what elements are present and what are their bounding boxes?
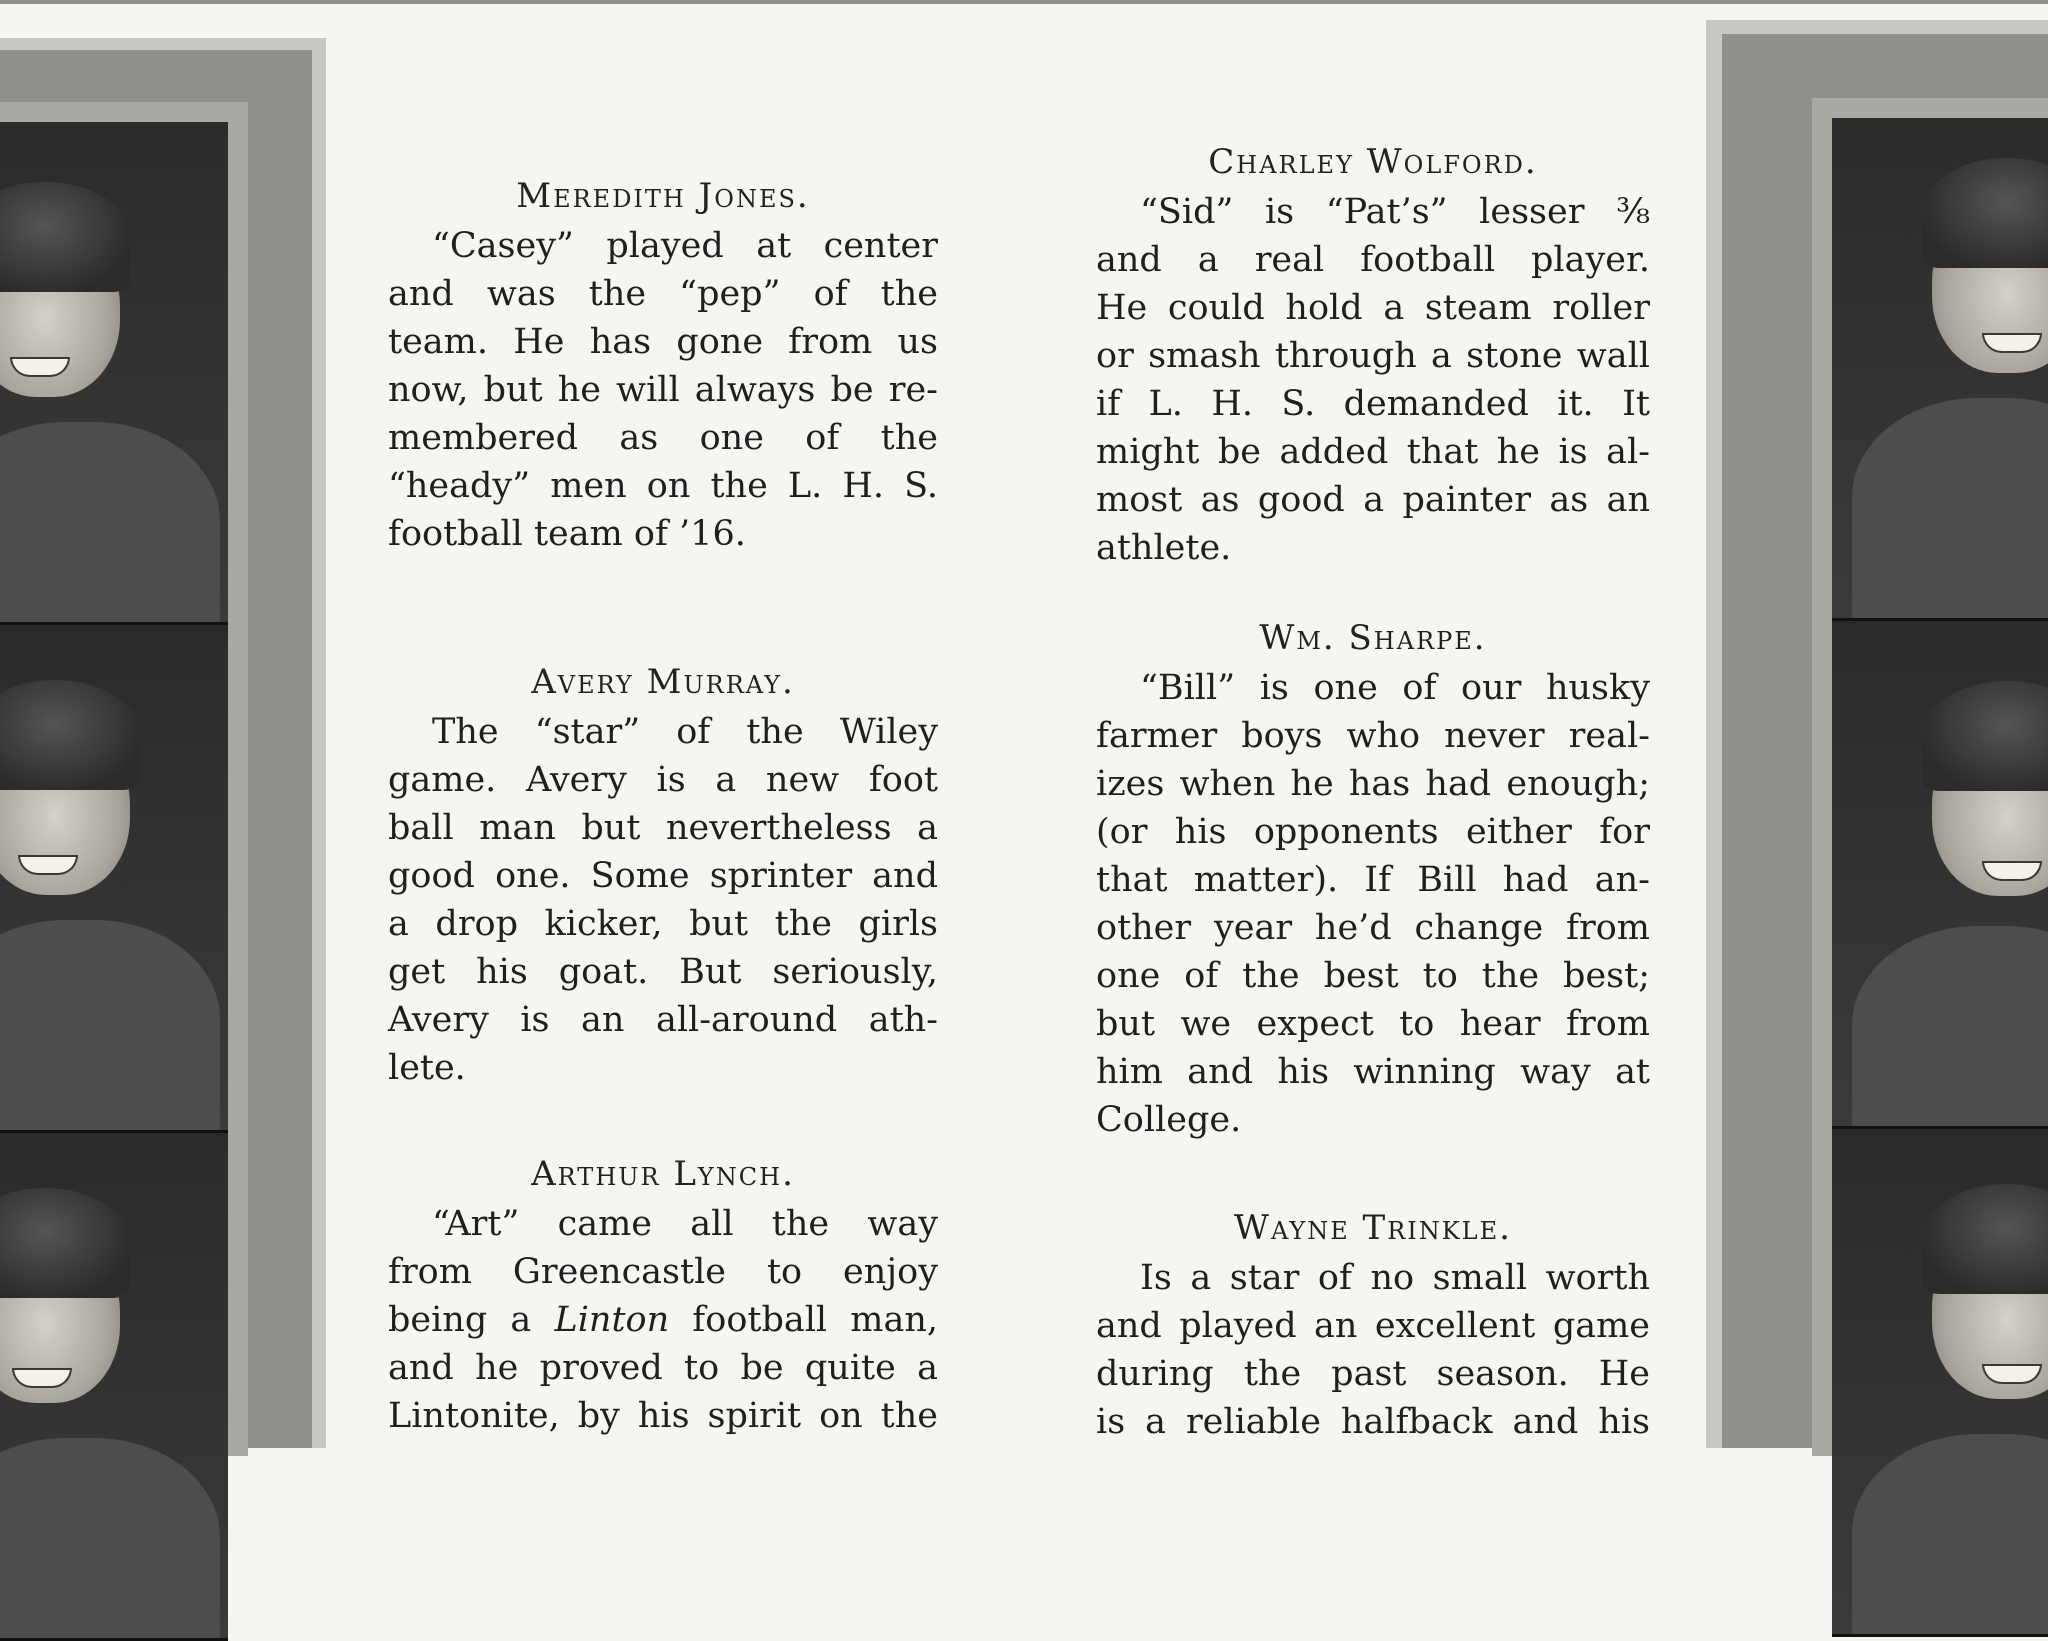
entry-arthur-lynch xyxy=(388,1154,938,1440)
bio-line: one of the best to the best; xyxy=(1096,956,1650,996)
entry-wm-sharpe xyxy=(1096,618,1650,1144)
bio-line: membered as one of the xyxy=(388,418,938,458)
portrait-wm-sharpe xyxy=(1832,626,2048,1129)
player-name: Charley Wolford. xyxy=(1208,142,1538,182)
bio-line: “Bill” is one of our husky xyxy=(1140,668,1650,708)
right-photo-frame xyxy=(1706,20,2048,1448)
bio-line: might be added that he is al- xyxy=(1096,432,1650,472)
bio-line: is a reliable halfback and his xyxy=(1096,1402,1650,1442)
bio-line: if L. H. S. demanded it. It xyxy=(1096,384,1650,424)
bio-line: that matter). If Bill had an- xyxy=(1096,860,1650,900)
bio-line: He could hold a steam roller xyxy=(1096,288,1650,328)
portrait-meredith-jones xyxy=(0,122,228,625)
entry-meredith-jones xyxy=(388,176,938,558)
player-name: Wm. Sharpe. xyxy=(1259,618,1487,658)
bio-line: and was the “pep” of the xyxy=(388,274,938,314)
portrait-charley-wolford xyxy=(1832,118,2048,621)
bio-line: and a real football player. xyxy=(1096,240,1650,280)
bio-line: Is a star of no small worth xyxy=(1140,1258,1650,1298)
bio-line: football team of ’16. xyxy=(388,514,746,554)
bio-line: and played an excellent game xyxy=(1096,1306,1650,1346)
entry-wayne-trinkle xyxy=(1096,1208,1650,1446)
left-photo-strip xyxy=(0,122,228,1448)
bio-line: being a Linton football man, xyxy=(388,1300,939,1340)
bio-line: or smash through a stone wall xyxy=(1096,336,1650,376)
portrait-avery-murray xyxy=(0,630,228,1133)
entry-charley-wolford xyxy=(1096,142,1650,572)
bio-line: ball man but nevertheless a xyxy=(388,808,938,848)
bio-line: a drop kicker, but the girls xyxy=(388,904,938,944)
bio-line: lete. xyxy=(388,1048,466,1088)
bio-line: Avery is an all-around ath- xyxy=(388,1000,938,1040)
player-name: Avery Murray. xyxy=(531,662,795,702)
bio-line: izes when he has had enough; xyxy=(1096,764,1650,804)
bio-line: most as good a painter as an xyxy=(1096,480,1650,520)
bio-line: (or his opponents either for xyxy=(1096,812,1650,852)
italic-linton: Linton xyxy=(554,1300,670,1340)
bio-line: team. He has gone from us xyxy=(388,322,938,362)
bio-line: and he proved to be quite a xyxy=(388,1348,938,1388)
bio-line: “Art” came all the way xyxy=(432,1204,938,1244)
bio-line: “Sid” is “Pat’s” lesser ⅜ xyxy=(1140,192,1650,232)
bio-line: The “star” of the Wiley xyxy=(432,712,938,752)
bio-line: now, but he will always be re- xyxy=(388,370,938,410)
bio-line: Lintonite, by his spirit on the xyxy=(388,1396,938,1436)
bio-line: “heady” men on the L. H. S. xyxy=(388,466,938,506)
portrait-wayne-trinkle xyxy=(1832,1134,2048,1637)
bio-line: athlete. xyxy=(1096,528,1232,568)
bio-line: other year he’d change from xyxy=(1096,908,1650,948)
bio-line: but we expect to hear from xyxy=(1096,1004,1650,1044)
bio-line: him and his winning way at xyxy=(1096,1052,1650,1092)
bio-line: good one. Some sprinter and xyxy=(388,856,938,896)
player-name: Meredith Jones. xyxy=(516,176,810,216)
bio-line: during the past season. He xyxy=(1096,1354,1650,1394)
portrait-arthur-lynch xyxy=(0,1138,228,1641)
player-name: Wayne Trinkle. xyxy=(1234,1208,1512,1248)
left-photo-frame xyxy=(0,38,326,1448)
bio-line: “Casey” played at center xyxy=(432,226,938,266)
bio-line: College. xyxy=(1096,1100,1242,1140)
bio-line: game. Avery is a new foot xyxy=(388,760,938,800)
right-photo-strip xyxy=(1832,118,2048,1448)
page-top-edge xyxy=(0,0,2048,4)
player-name: Arthur Lynch. xyxy=(531,1154,795,1194)
entry-avery-murray xyxy=(388,662,938,1092)
bio-line: farmer boys who never real- xyxy=(1096,716,1650,756)
bio-line: from Greencastle to enjoy xyxy=(388,1252,938,1292)
bio-line: get his goat. But seriously, xyxy=(388,952,938,992)
